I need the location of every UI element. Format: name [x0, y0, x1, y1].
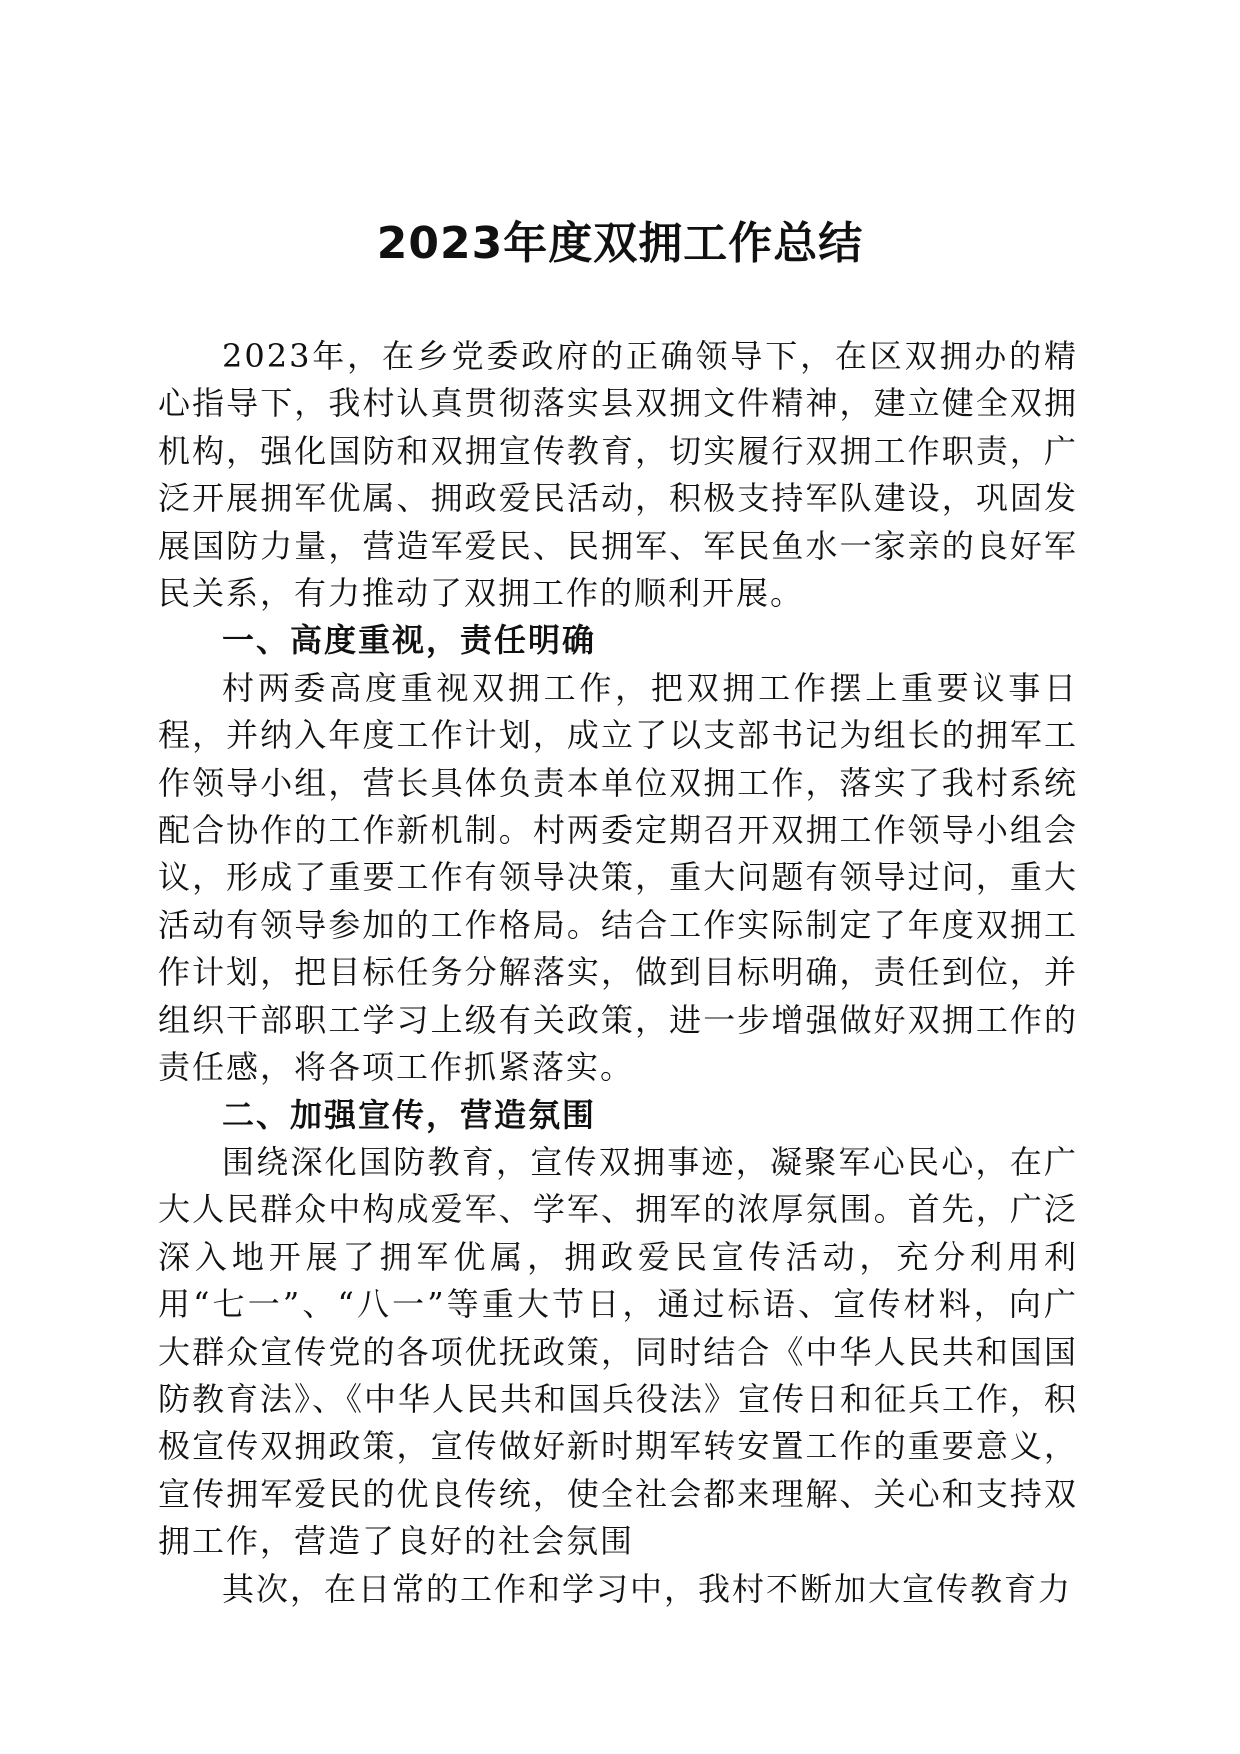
section-1-paragraph: 村两委高度重视双拥工作，把双拥工作摆上重要议事日程，并纳入年度工作计划，成立了以支部书记为组长的拥军工作领导小组，营长具体负责本单位双拥工作，落实了我村系统配合协作的工作新机制。村两委定期召开双拥工作领导小组会议，形成了重要工作有领导决策，重大问题有领导过问，重大活动有领导参加的工作格局。结合工作实际制定了年度双拥工作计划，把目标任务分解落实，做到目标明确，责任到位，并组织干部职工学习上级有关政策，进一步增强做好双拥工作的责任感，将各项工作抓紧落实。 [158, 668, 1078, 1087]
document-body [158, 333, 1078, 1613]
intro-paragraph: 2023年，在乡党委政府的正确领导下，在区双拥办的精心指导下，我村认真贯彻落实县双拥文件精神，建立健全双拥机构，强化国防和双拥宣传教育，切实履行双拥工作职责，广泛开展拥军优属、拥政爱民活动，积极支持军队建设，巩固发展国防力量，营造军爱民、民拥军、军民鱼水一家亲的良好军民关系，有力推动了双拥工作的顺利开展。 [158, 337, 1078, 613]
section-2-paragraph: 围绕深化国防教育，宣传双拥事迹，凝聚军心民心，在广大人民群众中构成爱军、学军、拥军的浓厚氛围。首先，广泛深入地开展了拥军优属，拥政爱民宣传活动，充分利用利用“七一”、“八一”等重大节日，通过标语、宣传材料，向广大群众宣传党的各项优抚政策，同时结合《中华人民共和国国防教育法》、《中华人民共和国兵役法》宣传日和征兵工作，积极宣传双拥政策，宣传做好新时期军转安置工作的重要意义，宣传拥军爱民的优良传统，使全社会都来理解、关心和支持双拥工作，营造了良好的社会氛围 [158, 1142, 1079, 1561]
section-heading-1: 一、高度重视，责任明确 [222, 621, 597, 660]
section-heading-2: 二、加强宣传，营造氛围 [222, 1095, 597, 1134]
section-2-paragraph-continued: 其次，在日常的工作和学习中，我村不断加大宣传教育力 [222, 1569, 1073, 1608]
document-title: 2023年度双拥工作总结 [376, 218, 864, 269]
